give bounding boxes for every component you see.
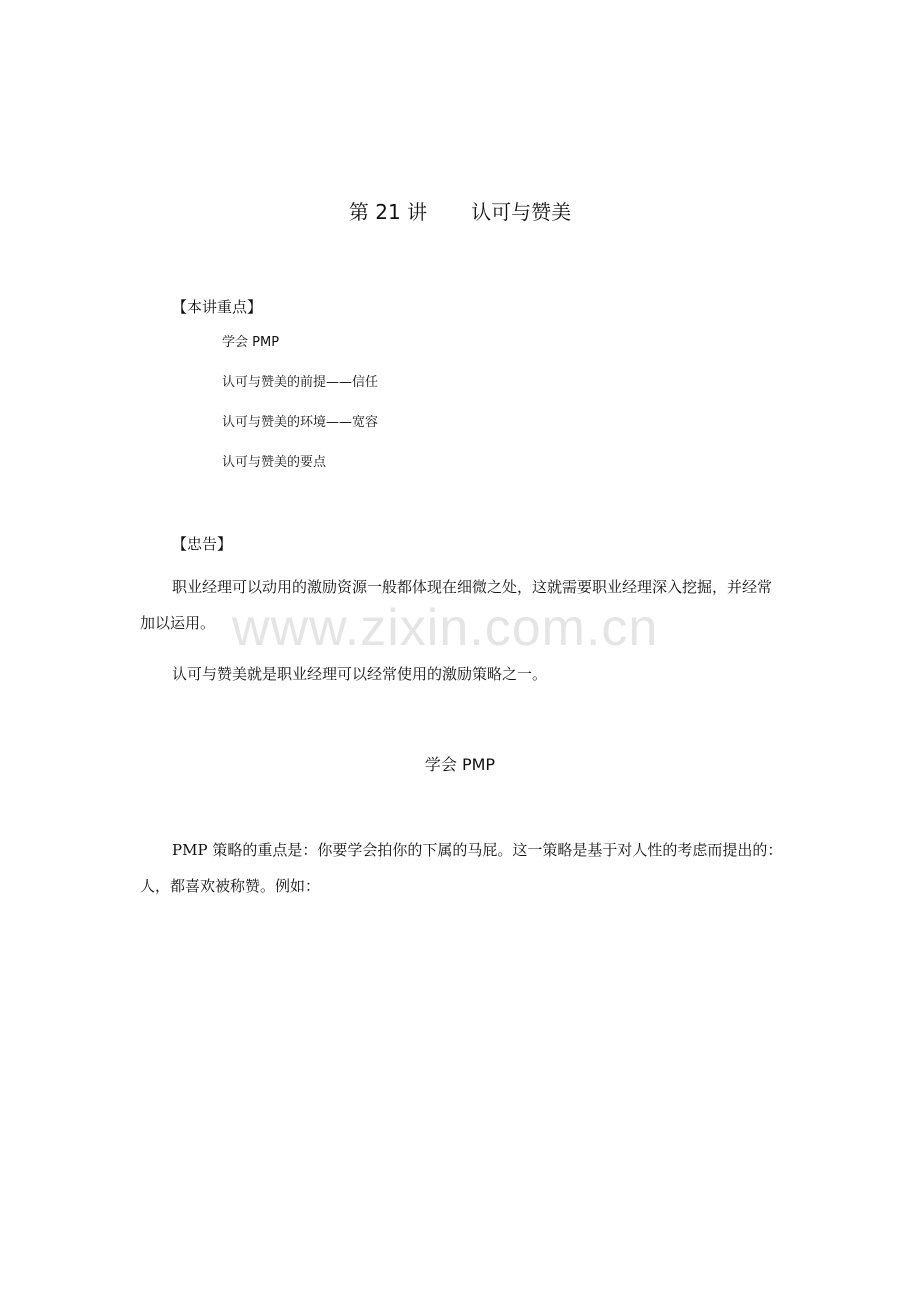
key-points-heading: 【本讲重点】 [172, 298, 263, 316]
lecture-number: 第 21 讲 [348, 200, 428, 224]
key-point-item: 认可与赞美的前提——信任 [222, 375, 379, 390]
advice-paragraph: 认可与赞美就是职业经理可以经常使用的激励策略之一。 [172, 665, 548, 683]
section-heading-pmp: 学会 PMP [424, 755, 496, 774]
watermark: www.zixin.com.cn [232, 599, 659, 657]
pmp-paragraph: PMP 策略的重点是：你要学会拍你的下属的马屁。这一策略是基于对人性的考虑而提出的：人，都喜欢被称赞。例如： [140, 841, 783, 895]
advice-paragraph: 职业经理可以动用的激励资源一般都体现在细微之处，这就需要职业经理深入挖掘，并经常加以运用。 [140, 578, 773, 632]
key-point-item: 认可与赞美的要点 [222, 455, 327, 470]
key-point-item: 认可与赞美的环境——宽容 [222, 415, 379, 430]
key-point-item: 学会 PMP [222, 335, 280, 350]
advice-heading: 【忠告】 [172, 535, 233, 553]
key-points-list [222, 334, 378, 494]
lecture-name: 认可与赞美 [471, 200, 572, 224]
lecture-title [0, 196, 920, 225]
